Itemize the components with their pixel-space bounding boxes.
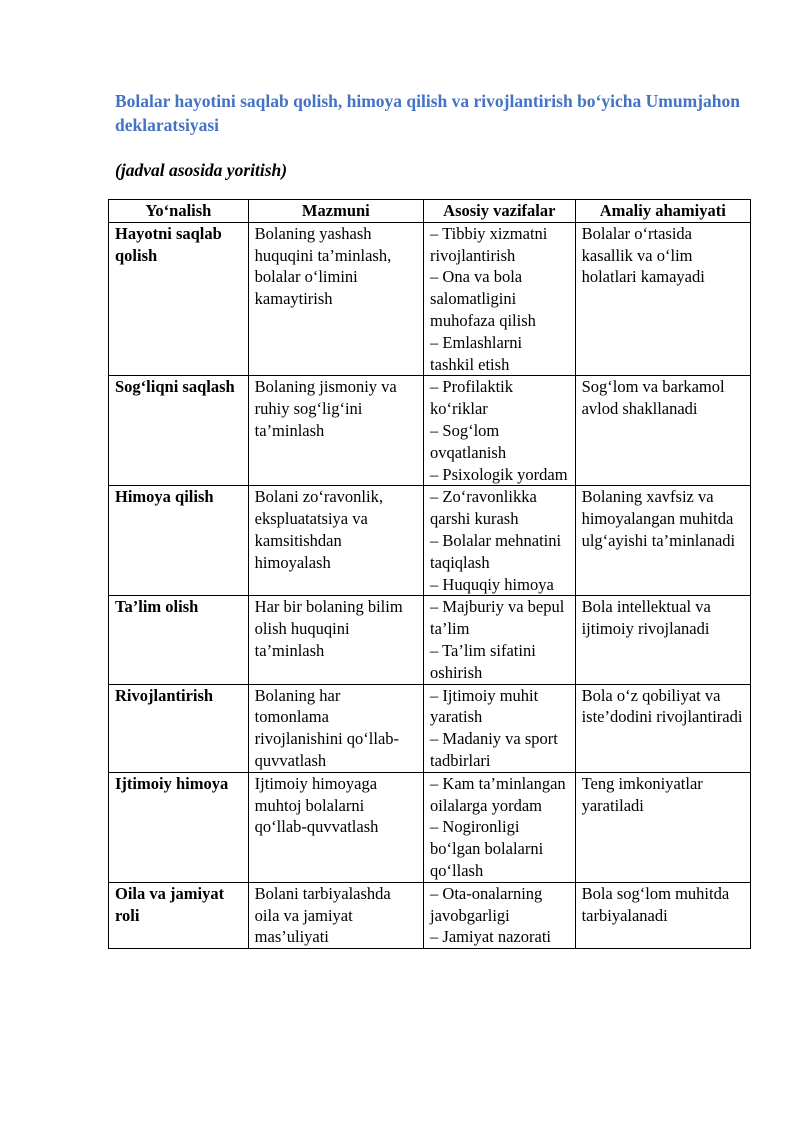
- row-content: Bolaning har tomonlama rivojlanishini qo‘llab-quvvatlash: [248, 684, 423, 772]
- row-tasks: [424, 596, 576, 684]
- row-significance: Bolaning xavfsiz va himoyalangan muhitda ulg‘ayishi ta’minlanadi: [575, 486, 750, 596]
- row-direction: Ijtimoiy himoya: [109, 772, 249, 882]
- header-tasks: Asosiy vazifalar: [424, 200, 576, 223]
- task-item: – Majburiy va bepul ta’lim: [430, 597, 565, 639]
- row-direction: Oila va jamiyat roli: [109, 882, 249, 948]
- row-significance: Bolalar o‘rtasida kasallik va o‘lim holatlari kamayadi: [575, 222, 750, 376]
- header-content: Mazmuni: [248, 200, 423, 223]
- row-significance: Bola o‘z qobiliyat va iste’dodini rivojlantiradi: [575, 684, 750, 772]
- task-item: – Ta’lim sifatini oshirish: [430, 640, 536, 682]
- table-row: [109, 684, 751, 772]
- task-item: – Ona va bola salomatligini muhofaza qilish: [430, 267, 536, 330]
- row-significance: Bola intellektual va ijtimoiy rivojlanadi: [575, 596, 750, 684]
- header-direction: Yo‘nalish: [109, 200, 249, 223]
- document-subtitle: (jadval asosida yoritish): [115, 160, 288, 180]
- task-item: – Ota-onalarning javobgarligi: [430, 883, 543, 925]
- declaration-table: [108, 199, 751, 949]
- row-content: Bolaning yashash huquqini ta’minlash, bolalar o‘limini kamaytirish: [248, 222, 423, 376]
- row-tasks: [424, 882, 576, 948]
- row-direction: Himoya qilish: [109, 486, 249, 596]
- row-direction: Sog‘liqni saqlash: [109, 376, 249, 486]
- row-content: Har bir bolaning bilim olish huquqini ta’minlash: [248, 596, 423, 684]
- row-content: Bolani tarbiyalashda oila va jamiyat mas’uliyati: [248, 882, 423, 948]
- row-tasks: [424, 376, 576, 486]
- row-direction: Rivojlantirish: [109, 684, 249, 772]
- table-row: [109, 772, 751, 882]
- task-item: – Ijtimoiy muhit yaratish: [430, 685, 539, 727]
- task-item: – Jamiyat nazorati: [430, 927, 551, 947]
- task-item: – Kam ta’minlangan oilalarga yordam: [430, 773, 566, 815]
- task-item: – Tibbiy xizmatni rivojlantirish: [430, 223, 548, 265]
- task-item: – Nogironligi bo‘lgan bolalarni qo‘llash: [430, 817, 544, 880]
- row-tasks: [424, 486, 576, 596]
- row-direction: Hayotni saqlab qolish: [109, 222, 249, 376]
- row-significance: Bola sog‘lom muhitda tarbiyalanadi: [575, 882, 750, 948]
- row-tasks: [424, 684, 576, 772]
- table-row: [109, 376, 751, 486]
- row-direction: Ta’lim olish: [109, 596, 249, 684]
- task-item: – Emlashlarni tashkil etish: [430, 332, 523, 374]
- task-item: – Madaniy va sport tadbirlari: [430, 729, 558, 770]
- row-tasks: [424, 772, 576, 882]
- table-row: [109, 882, 751, 948]
- row-content: Bolaning jismoniy va ruhiy sog‘lig‘ini ta’minlash: [248, 376, 423, 486]
- task-item: – Sog‘lom ovqatlanish: [430, 420, 507, 462]
- table-row: [109, 596, 751, 684]
- table-row: [109, 486, 751, 596]
- row-content: Ijtimoiy himoyaga muhtoj bolalarni qo‘llab-quvvatlash: [248, 772, 423, 882]
- document-title: Bolalar hayotini saqlab qolish, himoya qilish va rivojlantirish bo‘yicha Umumjahon deklaratsiyasi: [115, 91, 740, 135]
- table-header-row: [109, 200, 751, 223]
- task-item: – Psixologik yordam: [430, 464, 568, 484]
- row-content: Bolani zo‘ravonlik, ekspluatatsiya va kamsitishdan himoyalash: [248, 486, 423, 596]
- row-significance: Teng imkoniyatlar yaratiladi: [575, 772, 750, 882]
- task-item: – Huquqiy himoya: [430, 574, 554, 594]
- row-significance: Sog‘lom va barkamol avlod shakllanadi: [575, 376, 750, 486]
- table-row: [109, 222, 751, 376]
- task-item: – Profilaktik ko‘riklar: [430, 377, 513, 419]
- task-item: – Bolalar mehnatini taqiqlash: [430, 530, 562, 572]
- row-tasks: [424, 222, 576, 376]
- header-significance: Amaliy ahamiyati: [575, 200, 750, 223]
- task-item: – Zo‘ravonlikka qarshi kurash: [430, 487, 537, 529]
